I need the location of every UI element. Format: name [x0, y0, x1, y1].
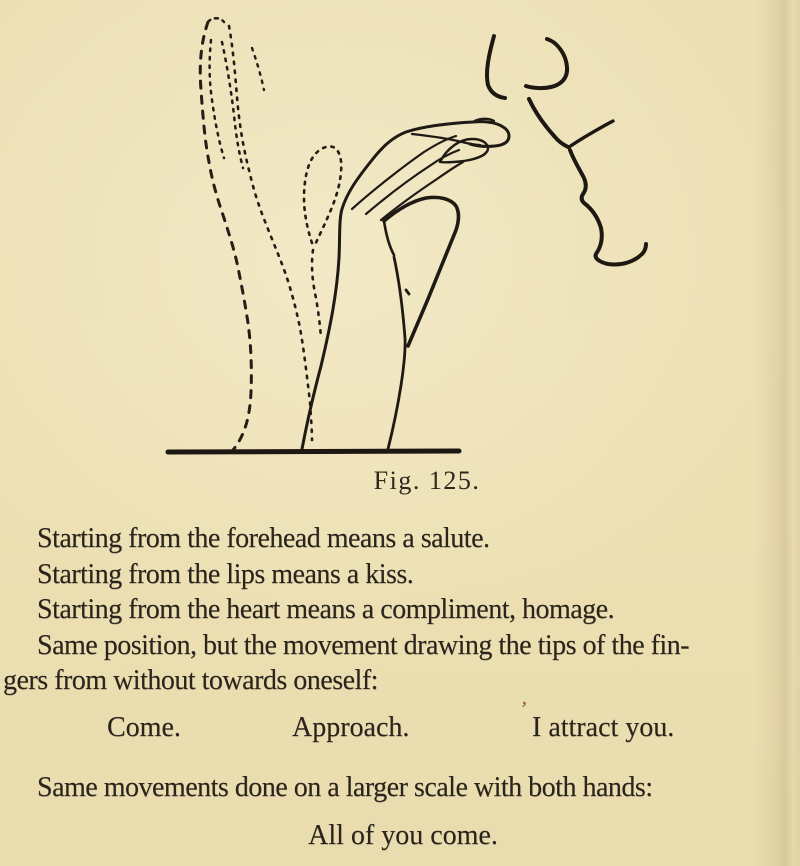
- body-text: [3, 521, 800, 699]
- text-line-both-hands: Same movements done on a larger scale with both hands:: [37, 772, 653, 803]
- dotted-thumb-descender: [312, 250, 321, 338]
- finger-inner-top-line: [412, 134, 480, 145]
- figure-caption: Fig. 125.: [373, 466, 481, 495]
- ground-line: [168, 451, 459, 452]
- gesture-word-attract: I attract you.: [532, 712, 675, 743]
- fingertip-top-bump: [473, 119, 494, 122]
- face-profile: [487, 36, 646, 265]
- gesture-word-come: Come.: [107, 712, 181, 743]
- wrist-right-edge: [388, 257, 405, 449]
- text-line-all-come: All of you come.: [308, 820, 498, 851]
- chin-jaw-line: [570, 150, 646, 265]
- gesture-words-row: [0, 697, 800, 756]
- dotted-inner-finger-right: [222, 42, 243, 168]
- gesture-word-approach: Approach.: [292, 712, 410, 743]
- stray-ink-mark: ’: [518, 697, 529, 721]
- dotted-inner-finger-left: [210, 40, 224, 158]
- text-line-kiss: Starting from the lips means a kiss.: [37, 558, 414, 590]
- text-line-compliment: Starting from the heart means a compliment, homage.: [37, 594, 615, 625]
- dotted-fingertip-arc: [208, 18, 224, 22]
- text-line-salute: Starting from the forehead means a salute.: [37, 523, 490, 554]
- finger-crease-1: [352, 136, 456, 209]
- hand-outline: [302, 122, 509, 449]
- thumb-inner-edge: [384, 221, 394, 255]
- dotted-outer-finger-left: [200, 22, 251, 450]
- dotted-hand: [200, 18, 341, 450]
- finger-crease-3: [381, 162, 463, 220]
- dotted-hand-right-edge: [229, 26, 312, 440]
- dotted-fingertip-hint: [252, 48, 264, 90]
- nose-line: [526, 39, 567, 88]
- mouth-slit-line: [569, 121, 613, 147]
- thumb-ink-speck: [406, 290, 409, 294]
- forehead-line: [487, 36, 505, 98]
- finger-crease-2: [366, 150, 459, 214]
- text-line-wrap: gers from without towards oneself:: [3, 665, 378, 696]
- upper-lip-line: [529, 99, 568, 147]
- thumb-outline: [384, 197, 458, 346]
- text-line-same-position: Same position, but the movement drawing the tips of the fin-: [37, 629, 689, 661]
- dotted-thumb-loop: [304, 146, 341, 247]
- curled-finger-pad: [440, 139, 488, 162]
- solid-hand: [302, 119, 509, 449]
